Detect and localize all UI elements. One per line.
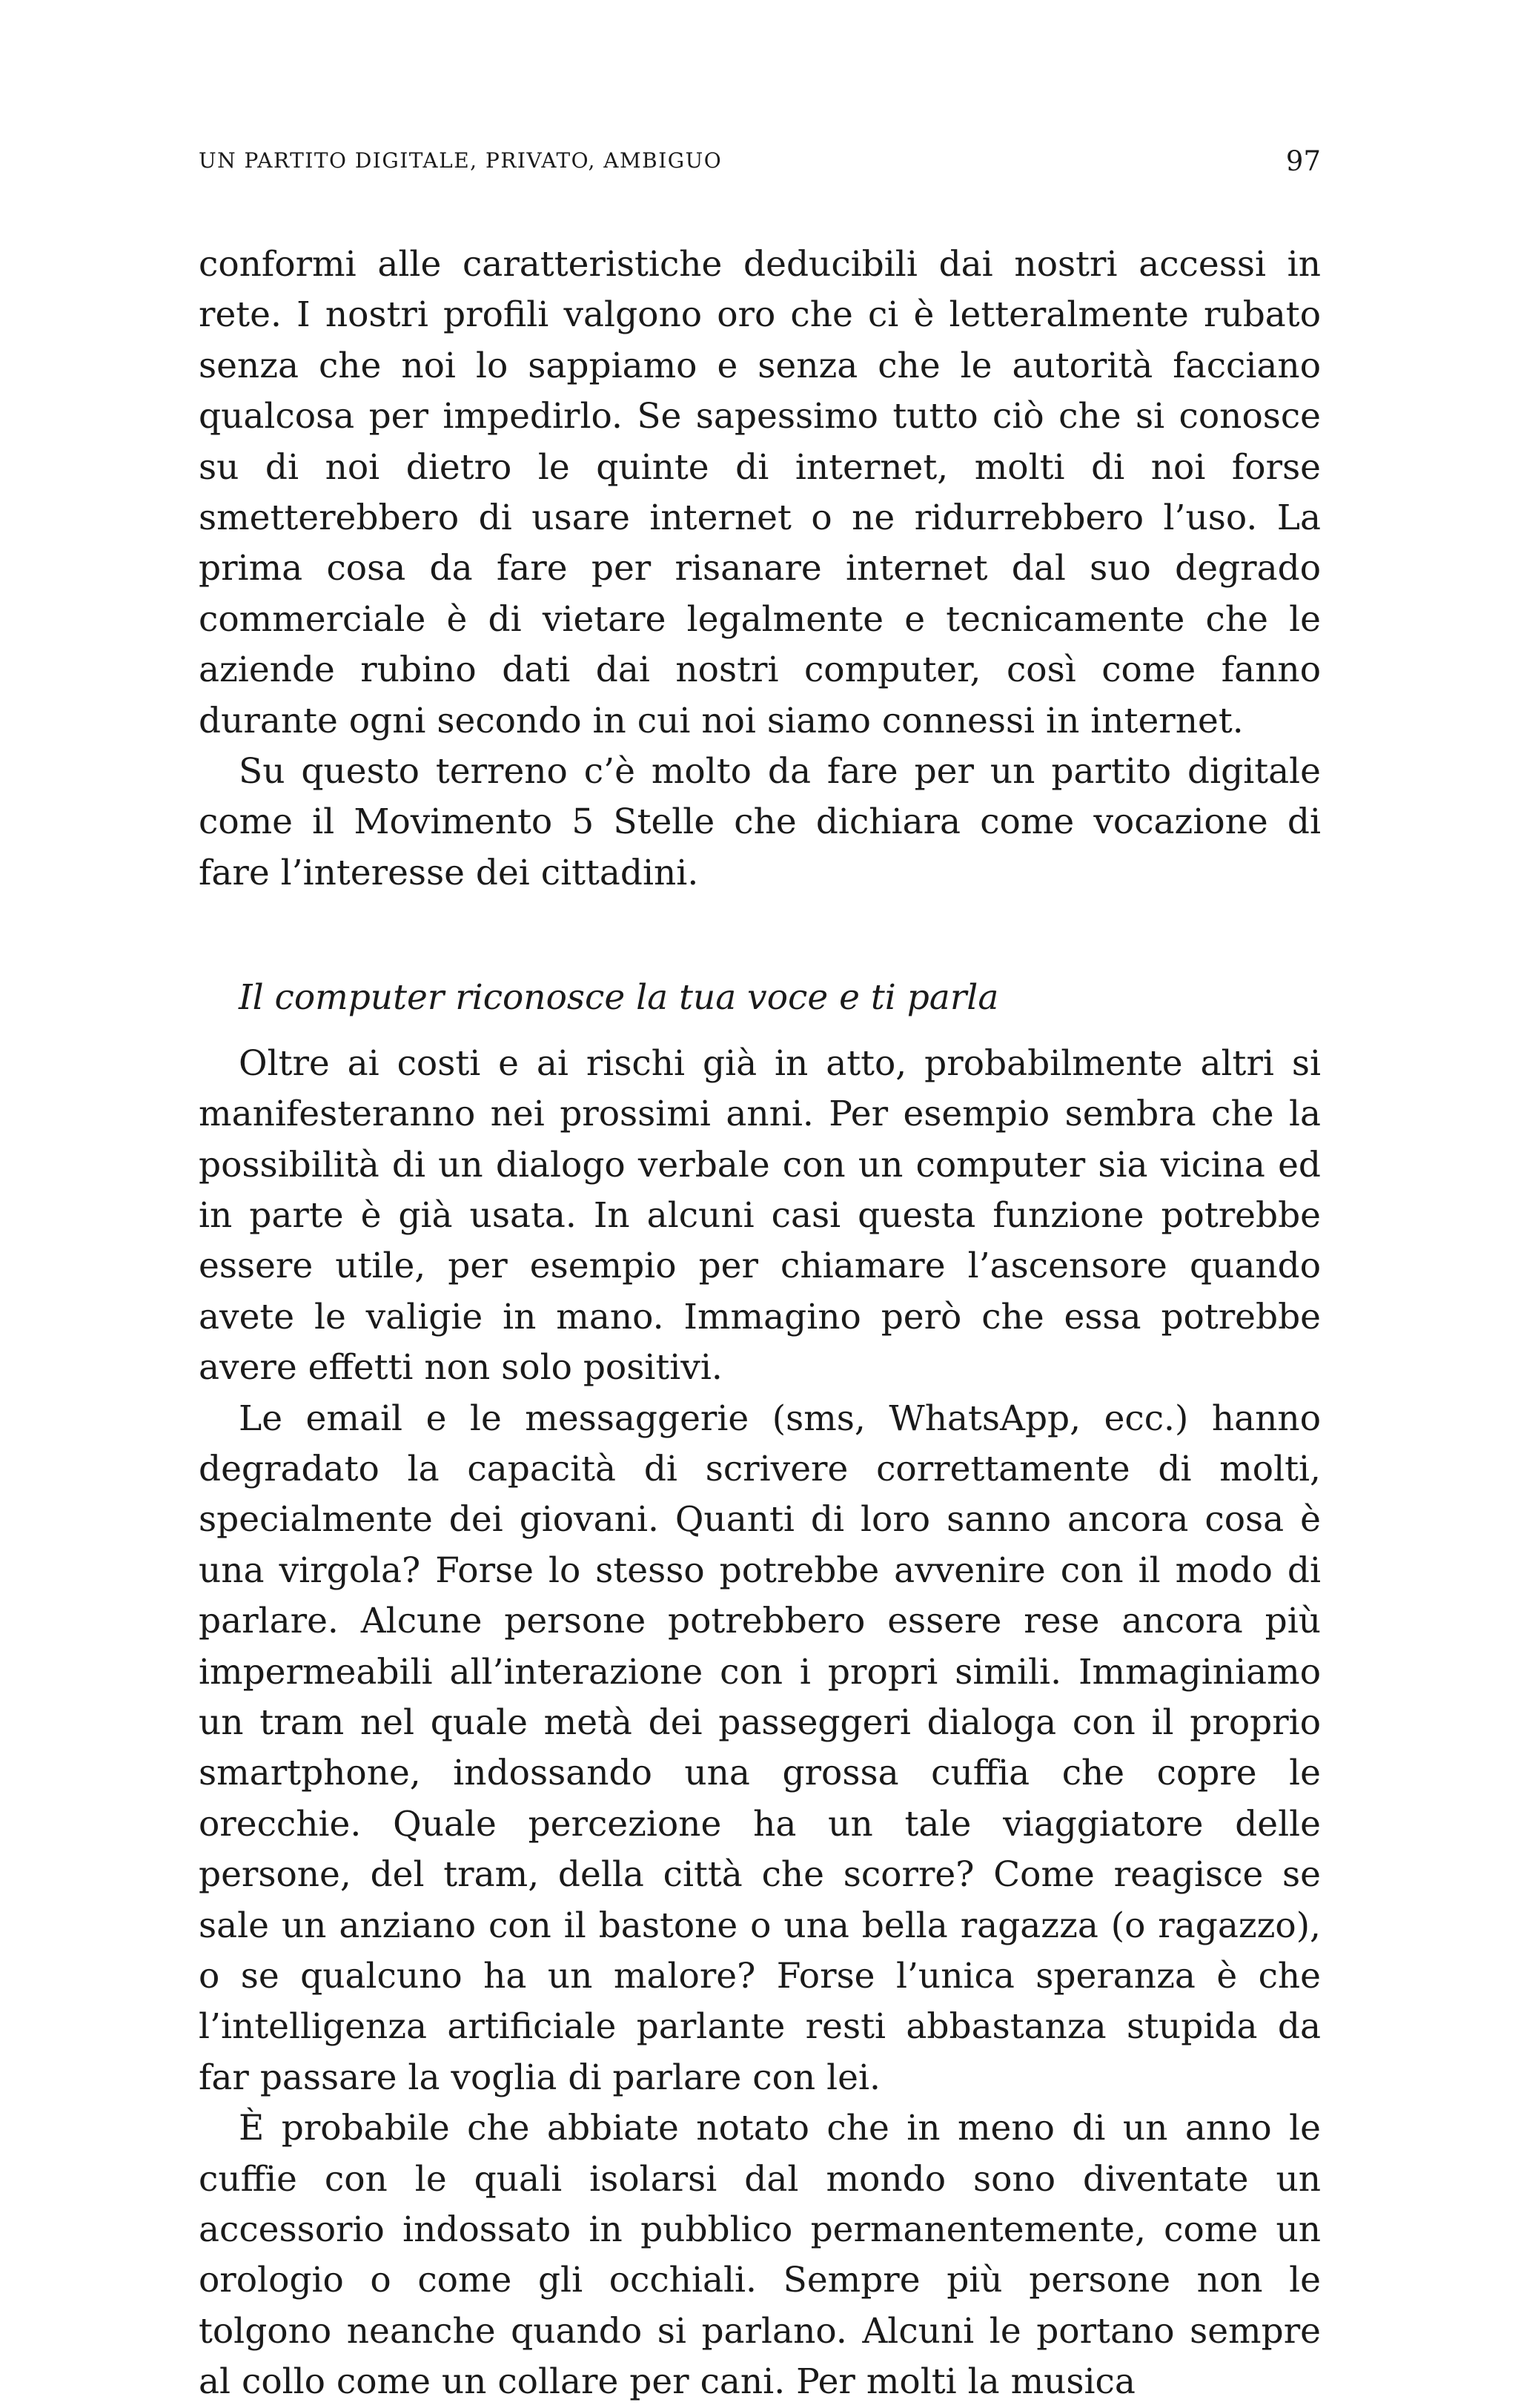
paragraph: conformi alle caratteristiche deducibili dai nostri accessi in rete. I nostri profili valgono oro che ci è letteralmente rubato senza che noi lo sappiamo e senza che le autorità facciano qualcosa per impedirlo. Se sapessimo tutto ciò che si conosce su di noi dietro le quinte di internet, molti di noi forse smetterebbero di usare internet o ne ridurrebbero l’uso. La prima cosa da fare per risanare internet dal suo degrado commerciale è di vietare legalmente e tecnicamente che le aziende rubino dati dai nostri computer, così come fanno durante ogni secondo in cui noi siamo connessi in internet. <box>199 244 1321 741</box>
paragraph: È probabile che abbiate notato che in meno di un anno le cuffie con le quali isolarsi dal mondo sono diventate un accessorio indossato in pubblico permanentemente, come un orologio o come gli occhiali. Sempre più persone non le tolgono neanche quando si parlano. Alcuni le portano sempre al collo come un collare per cani. Per molti la musica <box>199 2108 1321 2403</box>
running-title: UN PARTITO DIGITALE, PRIVATO, AMBIGUO <box>199 148 723 173</box>
section-spacer <box>199 899 1321 973</box>
paragraph: Oltre ai costi e ai rischi già in atto, probabilmente altri si manifesteranno nei prossimi anni. Per esempio sembra che la possibilità di un dialogo verbale con un computer sia vicina ed in parte è già usata. In alcuni casi questa funzione potrebbe essere utile, per esempio per chiamare l’ascensore quando avete le valigie in mano. Immagino però che essa potrebbe avere effetti non solo positivi. <box>199 1042 1321 1389</box>
running-head <box>199 145 1321 182</box>
body-text <box>199 239 1321 2408</box>
paragraph: Su questo terreno c’è molto da fare per un partito digitale come il Movimento 5 Stelle che dichiara come vocazione di fare l’interesse dei cittadini. <box>199 751 1321 893</box>
book-page <box>199 0 1321 2403</box>
section-spacer <box>199 1024 1321 1039</box>
paragraph: Le email e le messaggerie (sms, WhatsApp, ecc.) hanno degradato la capacità di scrivere correttamente di molti, specialmente dei giovani. Quanti di loro sanno ancora cosa è una virgola? Forse lo stesso potrebbe avvenire con il modo di parlare. Alcune persone potrebbero essere rese ancora più impermeabili all’interazione con i propri simili. Immaginiamo un tram nel quale metà dei passeggeri dialoga con il proprio smartphone, indossando una grossa cuffia che copre le orecchie. Quale percezione ha un tale viaggiatore delle persone, del tram, della città che scorre? Come reagisce se sale un anziano con il bastone o una bella ragazza (o ragazzo), o se qualcuno ha un malore? Forse l’unica speranza è che l’intelligenza artificiale parlante resti abbastanza stupida da far passare la voglia di parlare con lei. <box>199 1398 1321 2098</box>
page-number: 97 <box>1285 145 1321 177</box>
section-heading: Il computer riconosce la tua voce e ti parla <box>239 977 999 1019</box>
